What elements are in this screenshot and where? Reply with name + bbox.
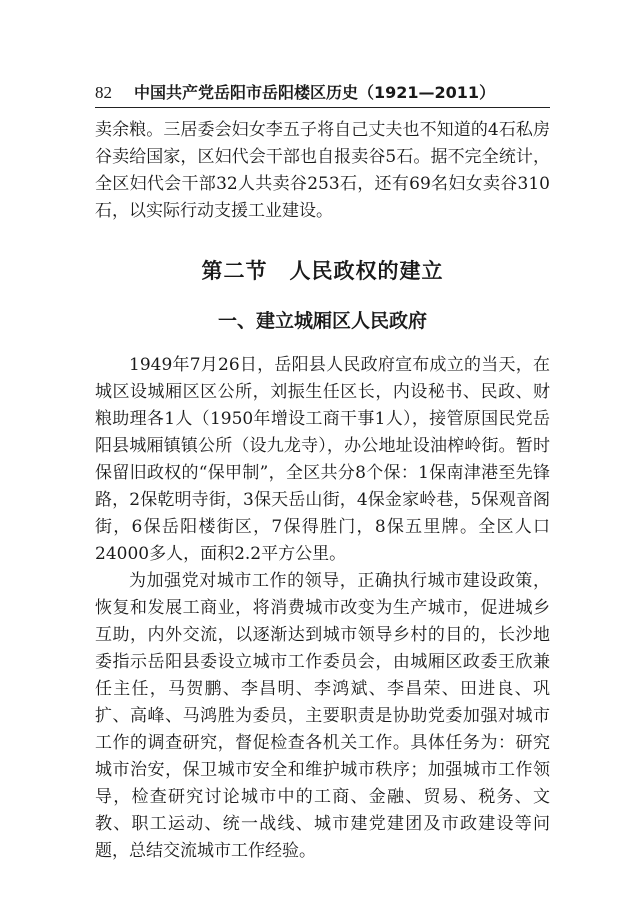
subsection-title: 一、建立城厢区人民政府 xyxy=(217,310,427,332)
section-title: 第二节 人民政权的建立 xyxy=(201,259,444,283)
paragraph-continued: 卖余粮。三居委会妇女李五子将自己丈夫也不知道的4石私房谷卖给国家，区妇代会干部也自报卖谷5石。据不完全统计，全区妇代会干部32人共卖谷253石，还有69名妇女卖谷310石，以实际行动支援工业建设。 xyxy=(95,120,550,221)
header-rule xyxy=(95,107,550,108)
running-header xyxy=(95,80,550,104)
page-number: 82 xyxy=(95,83,112,102)
book-title: 中国共产党岳阳市岳阳楼区历史（1921—2011） xyxy=(134,83,496,102)
paragraph: 1949年7月26日，岳阳县人民政府宣布成立的当天，在城区设城厢区区公所，刘振生任区长，内设秘书、民政、财粮助理各1人（1950年增设工商干事1人），接管原国民党岳阳县城厢镇镇公所（设九龙寺），办公地址设油榨岭街。暂时保留旧政权的“保甲制”，全区共分8个保：1保南津港至先锋路，2保乾明寺街，3保天岳山街，4保金家岭巷，5保观音阁街，6保岳阳楼街区，7保得胜门，8保五里牌。全区人口24000多人，面积2.2平方公里。 xyxy=(95,355,550,564)
paragraph: 为加强党对城市工作的领导，正确执行城市建设政策，恢复和发展工商业，将消费城市改变为生产城市，促进城乡互助，内外交流，以逐渐达到城市领导乡村的目的，长沙地委指示岳阳县委设立城市工作委员会，由城厢区政委王欣兼任主任，马贺鹏、李昌明、李鸿斌、李昌荣、田进良、巩扩、高峰、马鸿胜为委员，主要职责是协助党委加强对城市工作的调查研究，督促检查各机关工作。具体任务为：研究城市治安，保卫城市安全和维护城市秩序；加强城市工作领导，检查研究讨论城市中的工商、金融、贸易、税务、文教、职工运动、统一战线、城市建党建团及市政建设等问题，总结交流城市工作经验。 xyxy=(95,571,550,861)
